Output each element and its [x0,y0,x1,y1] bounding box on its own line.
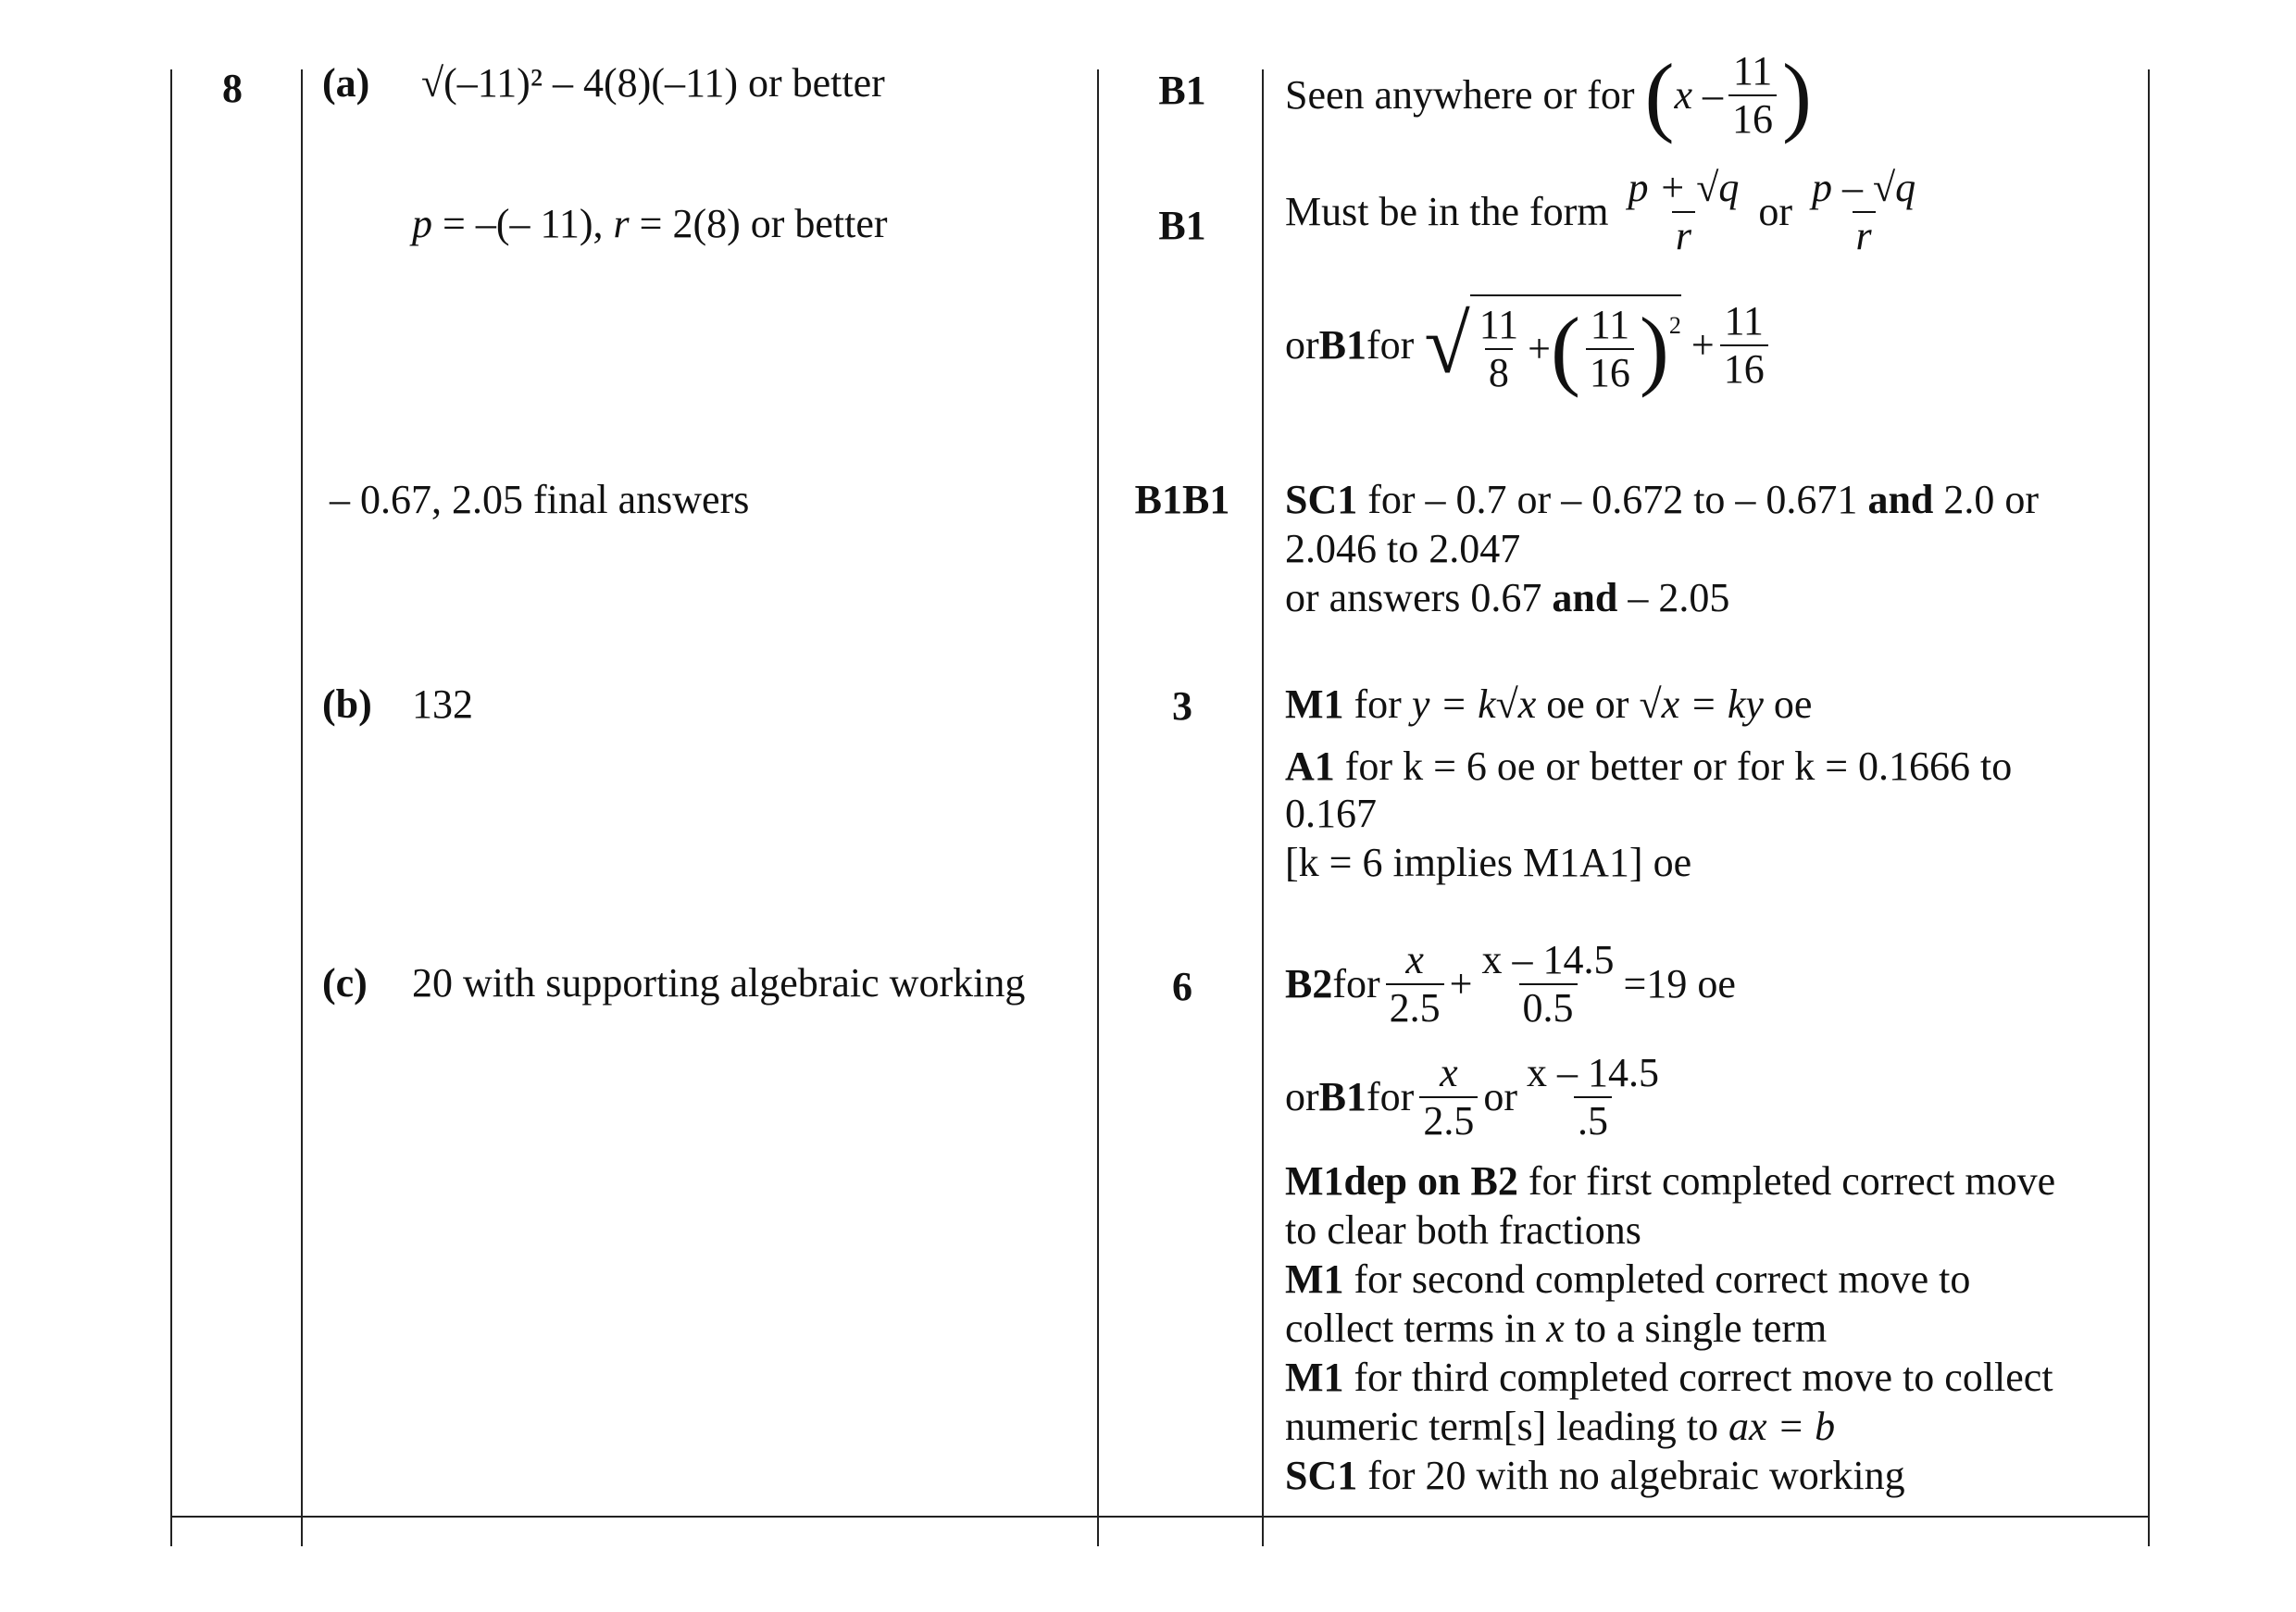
table-divider-answer [1097,69,1099,1546]
guidance-a-3: or B1 for √ $\frac{11}{8}$ + ( $\frac{11}{16}$ ) $^2$ + $\frac{11}{16}$ [1285,294,1774,396]
table-border-left [170,69,172,1546]
mark-a-3: B1B1 [1134,477,1230,522]
guidance-b-a1-line3: [k = 6 implies M1A1] oe [1285,840,1692,885]
part-a-final-answer: – 0.67, 2.05 final answers [330,477,750,522]
part-a-pr-line: p = –(– 11), r = 2(8) or better [412,201,888,246]
guidance-b-a1: A1 for k = 6 oe or better or for k = 0.1666 to [1285,744,2013,789]
mark-a-1: B1 [1158,68,1206,113]
guidance-c-b2: B2 for $\frac{x}{2.5}$ + $\frac{x - 14.5}{0.5}$ =19 oe [1285,937,1736,1031]
guidance-c-m1-second: M1 for second completed correct move to [1285,1256,1971,1302]
part-b-answer: 132 [412,681,473,727]
guidance-a-2: Must be in the form $\frac{p + √q}{r}$ or $\frac{p - √q}{r}$ [1285,165,1916,258]
part-b-label: (b) [322,681,372,727]
part-a-label: (a) [322,60,370,106]
table-divider-question [301,69,303,1546]
guidance-c-m1dep: M1dep on B2 for first completed correct move [1285,1158,2056,1204]
guidance-c-b1: or B1 for $\frac{x}{2.5}$ or $\frac{x - 14.5}{.5}$ [1285,1050,1659,1143]
part-c-answer: 20 with supporting algebraic working [412,960,1026,1006]
guidance-b-m1: M1 for y = k√x oe or √x = ky oe [1285,681,1813,727]
part-c-label: (c) [322,960,368,1006]
mark-a-2: B1 [1158,203,1206,248]
part-a-discriminant: √(–11)² – 4(8)(–11) or better [421,60,885,106]
guidance-a-1: Seen anywhere or for ( x – $\frac{11}{16}$ ) [1285,45,1812,144]
question-number: 8 [222,66,243,111]
guidance-c-m1-third-line2: numeric term[s] leading to ax = b [1285,1404,1836,1449]
sqrt-sign-icon: √ [1424,299,1470,391]
guidance-a-sc1-line3: or answers 0.67 and – 2.05 [1285,575,1730,620]
guidance-c-sc1: SC1 for 20 with no algebraic working [1285,1453,1905,1498]
guidance-c-m1dep-line2: to clear both fractions [1285,1207,1641,1253]
guidance-c-m1-third: M1 for third completed correct move to collect [1285,1355,2053,1400]
guidance-b-a1-line2: 0.167 [1285,791,1377,836]
guidance-a-sc1-line2: 2.046 to 2.047 [1285,526,1521,571]
mark-b: 3 [1172,683,1192,729]
table-row-divider [170,1516,2148,1518]
table-border-right [2148,69,2150,1546]
guidance-a-sc1: SC1 for – 0.7 or – 0.672 to – 0.671 and 2.0 or [1285,477,2040,522]
guidance-c-m1-second-line2: collect terms in x to a single term [1285,1306,1828,1351]
table-divider-mark [1262,69,1264,1546]
mark-c: 6 [1172,964,1192,1009]
